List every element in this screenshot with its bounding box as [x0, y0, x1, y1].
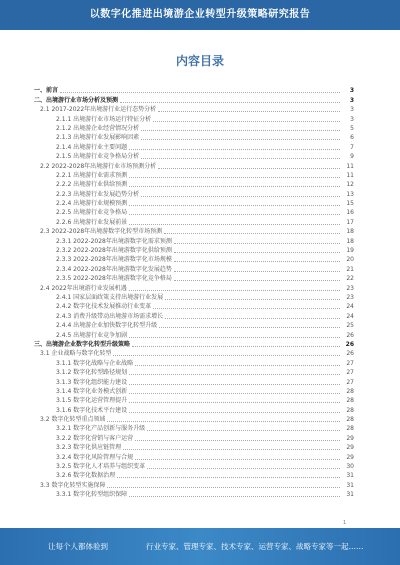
toc-entry-label: 3.2.3 数字化供应链管理	[56, 444, 122, 452]
toc-entry-page: 29	[346, 434, 354, 442]
toc-entry-page: 6	[350, 134, 354, 142]
toc-entry[interactable]	[34, 246, 354, 255]
toc-entry-label: 2.1.1 出境游行业市场运行特征分析	[56, 115, 152, 123]
toc-entry[interactable]	[34, 443, 354, 452]
toc-leader-dots	[107, 486, 340, 488]
toc-entry[interactable]	[34, 217, 354, 226]
toc-leader-dots	[147, 467, 340, 469]
toc-leader-dots	[120, 101, 340, 103]
toc-entry-label: 3.1.3 数字化组织能力建设	[56, 378, 128, 386]
toc-entry-label: 3.1.5 数字化运营管理提升	[56, 397, 128, 405]
toc-entry[interactable]	[34, 124, 354, 133]
toc-entry[interactable]	[34, 274, 354, 283]
toc-entry[interactable]	[34, 293, 354, 302]
toc-entry-label: 2.2.6 出境游行业发展前景	[56, 218, 128, 226]
toc-entry-label: 2.2.5 出境游行业竞争格局	[56, 209, 128, 217]
toc-entry[interactable]	[34, 358, 354, 367]
toc-leader-dots	[129, 148, 340, 150]
toc-entry-page: 16	[346, 209, 354, 217]
toc-entry[interactable]	[34, 171, 354, 180]
toc-entry-label: 2.4.1 国家层面政策支持出境游行业发展	[56, 293, 164, 301]
toc-entry-label: 2.2.2 出境游行业供给预测	[56, 181, 128, 189]
toc-entry[interactable]	[34, 255, 354, 264]
toc-entry-page: 31	[346, 472, 354, 480]
toc-leader-dots	[129, 401, 340, 403]
toc-entry-page: 20	[346, 256, 354, 264]
toc-entry[interactable]	[34, 161, 354, 170]
toc-entry[interactable]	[34, 180, 354, 189]
toc-leader-dots	[165, 298, 340, 300]
toc-entry-page: 28	[346, 406, 354, 414]
toc-entry[interactable]	[34, 405, 354, 414]
toc-entry[interactable]	[34, 452, 354, 461]
toc-entry-page: 23	[346, 284, 354, 292]
toc-entry-page: 23	[346, 293, 354, 301]
toc-entry[interactable]	[34, 95, 354, 104]
toc-entry-page: 28	[346, 387, 354, 395]
toc-entry-page: 12	[346, 181, 354, 189]
toc-leader-dots	[129, 383, 340, 385]
toc-leader-dots	[129, 223, 340, 225]
toc-entry[interactable]	[34, 105, 354, 114]
toc-leader-dots	[174, 251, 340, 253]
toc-leader-dots	[132, 345, 340, 347]
page-number: 1	[343, 520, 347, 526]
toc-entry-label: 三、出境游企业数字化转型升级策略	[34, 340, 131, 348]
toc-entry-page: 25	[346, 322, 354, 330]
toc-entry-page: 11	[346, 162, 354, 170]
toc-leader-dots	[153, 307, 340, 309]
toc-entry[interactable]	[34, 114, 354, 123]
toc-entry[interactable]	[34, 189, 354, 198]
toc-entry-label: 3.1.4 数字化业务模式创新	[56, 387, 128, 395]
toc-entry-label: 2.1.4 出境游行业主要问题	[56, 143, 128, 151]
toc-entry-page: 28	[346, 425, 354, 433]
report-header	[0, 0, 400, 30]
toc-leader-dots	[107, 420, 340, 422]
toc-entry[interactable]	[34, 86, 354, 95]
footer-banner	[0, 528, 400, 565]
toc-entry-page: 3	[350, 106, 354, 114]
toc-entry-page: 27	[346, 369, 354, 377]
toc-entry-page: 9	[350, 153, 354, 161]
toc-entry-label: 3.1 企业战略与数字化转型	[40, 350, 112, 358]
toc-entry-page: 31	[346, 491, 354, 499]
toc-entry-label: 3.1.2 数字化转型路径规划	[56, 369, 128, 377]
toc-leader-dots	[164, 232, 340, 234]
toc-entry[interactable]	[34, 424, 354, 433]
toc-entry[interactable]	[34, 264, 354, 273]
toc-entry[interactable]	[34, 387, 354, 396]
toc-entry[interactable]	[34, 396, 354, 405]
toc-leader-dots	[129, 176, 340, 178]
toc-entry-page: 27	[346, 359, 354, 367]
toc-leader-dots	[159, 326, 340, 328]
toc-entry[interactable]	[34, 471, 354, 480]
toc-entry-page: 28	[346, 416, 354, 424]
toc-leader-dots	[117, 476, 340, 478]
toc-leader-dots	[158, 110, 340, 112]
toc-entry-label: 二、出境游行业市场分析及预测	[34, 96, 119, 104]
toc-entry-page: 31	[346, 481, 354, 489]
toc-entry-label: 2.1.2 出境游企业经营情况分析	[56, 124, 140, 132]
toc-entry-page: 27	[346, 378, 354, 386]
toc-entry-page: 24	[346, 312, 354, 320]
toc-entry[interactable]	[34, 321, 354, 330]
toc-entry-page: 29	[346, 453, 354, 461]
toc-leader-dots	[153, 120, 340, 122]
toc-leader-dots	[135, 364, 340, 366]
toc-entry[interactable]	[34, 236, 354, 245]
table-of-contents	[34, 86, 354, 524]
toc-entry-label: 2.2.1 出境游行业需求预测	[56, 171, 128, 179]
toc-leader-dots	[129, 495, 340, 497]
toc-entry-label: 2.2.3 出境游行业发展趋势分析	[56, 190, 140, 198]
report-title: 以数字化推进出境游企业转型升级策略研究报告	[89, 9, 311, 20]
toc-leader-dots	[129, 213, 340, 215]
toc-entry[interactable]	[34, 208, 354, 217]
toc-leader-dots	[113, 354, 340, 356]
toc-entry-page: 30	[346, 463, 354, 471]
toc-leader-dots	[158, 167, 340, 169]
toc-leader-dots	[135, 439, 340, 441]
toc-entry-label: 2.4.4 出境游企业加快数字化转型升级	[56, 322, 158, 330]
toc-entry[interactable]	[34, 330, 354, 339]
toc-entry-label: 2.4.2 数字化技术发展推动行业变革	[56, 303, 152, 311]
toc-entry[interactable]	[34, 302, 354, 311]
toc-entry-label: 3.2 数字化转型重点领域	[40, 416, 106, 424]
toc-entry-page: 24	[346, 303, 354, 311]
toc-entry-page: 3	[349, 87, 354, 95]
toc-entry-page: 26	[346, 331, 354, 339]
toc-entry[interactable]	[34, 199, 354, 208]
toc-leader-dots	[147, 429, 340, 431]
toc-entry-page: 7	[350, 143, 354, 151]
toc-entry-label: 2.1.3 出境游行业发展影响因素	[56, 134, 140, 142]
toc-entry[interactable]	[34, 368, 354, 377]
toc-leader-dots	[165, 317, 340, 319]
toc-entry-label: 3.3.1 数字化转型组织保障	[56, 491, 128, 499]
toc-leader-dots	[129, 204, 340, 206]
toc-entry-page: 21	[346, 265, 354, 273]
toc-leader-dots	[141, 129, 340, 131]
toc-entry-label: 3.2.5 数字化人才培养与组织变革	[56, 463, 146, 471]
toc-entry-page: 28	[346, 397, 354, 405]
toc-entry[interactable]	[34, 133, 354, 142]
toc-entry[interactable]	[34, 340, 354, 349]
toc-leader-dots	[141, 138, 340, 140]
toc-entry-label: 2.3.5 2022-2028年出境游数字化竞争格局	[56, 275, 172, 283]
toc-leader-dots	[141, 157, 340, 159]
toc-entry[interactable]	[34, 311, 354, 320]
toc-entry-label: 2.3.4 2022-2028年出境游数字化发展趋势	[56, 265, 172, 273]
toc-leader-dots	[129, 336, 340, 338]
toc-entry[interactable]	[34, 377, 354, 386]
toc-entry[interactable]	[34, 283, 354, 292]
toc-entry-label: 2.4.3 消费升级带动出境游市场需求增长	[56, 312, 164, 320]
toc-entry-page: 18	[346, 237, 354, 245]
toc-entry-page: 13	[346, 190, 354, 198]
toc-leader-dots	[174, 242, 340, 244]
toc-leader-dots	[129, 185, 340, 187]
toc-entry[interactable]	[34, 490, 354, 499]
toc-entry[interactable]	[34, 480, 354, 489]
toc-entry-label: 2.2 2022-2028年出境游行业市场预测分析	[40, 162, 157, 170]
toc-entry-label: 3.2.4 数字化风险管理与合规	[56, 453, 134, 461]
toc-entry[interactable]	[34, 227, 354, 236]
toc-entry-label: 2.1.5 出境游行业竞争格局分析	[56, 153, 140, 161]
toc-entry-page: 17	[346, 218, 354, 226]
toc-entry[interactable]	[34, 462, 354, 471]
toc-entry-label: 2.3.3 2022-2028年出境游数字化市场规模	[56, 256, 172, 264]
toc-entry-label: 2.2.4 出境游行业规模预测	[56, 200, 128, 208]
toc-leader-dots	[129, 373, 340, 375]
toc-leader-dots	[174, 270, 340, 272]
toc-entry-page: 26	[346, 350, 354, 358]
toc-entry-page: 3	[349, 96, 354, 104]
toc-entry[interactable]	[34, 433, 354, 442]
toc-entry-label: 2.3.2 2022-2028年出境游数字化供给预测	[56, 247, 172, 255]
footer-description: 行业专家、管理专家、技术专家、运营专家、战略专家等一起……	[146, 542, 364, 551]
toc-entry[interactable]	[34, 415, 354, 424]
toc-entry-label: 一、前言	[34, 87, 59, 95]
toc-entry[interactable]	[34, 152, 354, 161]
toc-entry-label: 3.1.1 数字化战略与企业战略	[56, 359, 134, 367]
toc-leader-dots	[129, 411, 340, 413]
toc-entry[interactable]	[34, 349, 354, 358]
toc-entry-label: 3.2.6 数字化数据治理	[56, 472, 116, 480]
toc-leader-dots	[174, 279, 340, 281]
toc-leader-dots	[174, 260, 340, 262]
toc-entry-page: 11	[346, 171, 354, 179]
toc-leader-dots	[129, 392, 340, 394]
toc-entry-label: 3.2.1 数字化产品创新与服务升级	[56, 425, 146, 433]
toc-entry[interactable]	[34, 142, 354, 151]
toc-entry-page: 19	[346, 247, 354, 255]
toc-leader-dots	[135, 458, 340, 460]
toc-leader-dots	[60, 91, 340, 93]
toc-leader-dots	[123, 448, 340, 450]
toc-entry-page: 3	[350, 115, 354, 123]
toc-entry-page: 15	[346, 200, 354, 208]
toc-entry-label: 2.1 2017-2022年出境游行业运行态势分析	[40, 106, 157, 114]
toc-title: 内容目录	[175, 54, 224, 68]
toc-entry-page: 22	[346, 275, 354, 283]
toc-entry-label: 3.3 数字化转型实施保障	[40, 481, 106, 489]
toc-entry-label: 3.1.6 数字化技术平台建设	[56, 406, 128, 414]
toc-entry-label: 2.4.5 出境游行业竞争加剧	[56, 331, 128, 339]
footer-slogan: 让每个人都体验到	[48, 542, 108, 551]
toc-leader-dots	[129, 289, 340, 291]
toc-entry-label: 2.4 2022年出境游行业发展机遇	[40, 284, 127, 292]
toc-entry-page: 26	[345, 340, 354, 348]
toc-entry-label: 2.3.1 2022-2028年出境游数字化需求预测	[56, 237, 172, 245]
toc-entry-page: 18	[346, 228, 354, 236]
toc-entry-label: 2.3 2022-2028年出境游数字化转型市场预测	[40, 228, 163, 236]
toc-entry-page: 5	[350, 124, 354, 132]
toc-leader-dots	[141, 195, 340, 197]
toc-entry-page: 29	[346, 444, 354, 452]
toc-entry-label: 3.2.2 数字化营销与客户运营	[56, 434, 134, 442]
